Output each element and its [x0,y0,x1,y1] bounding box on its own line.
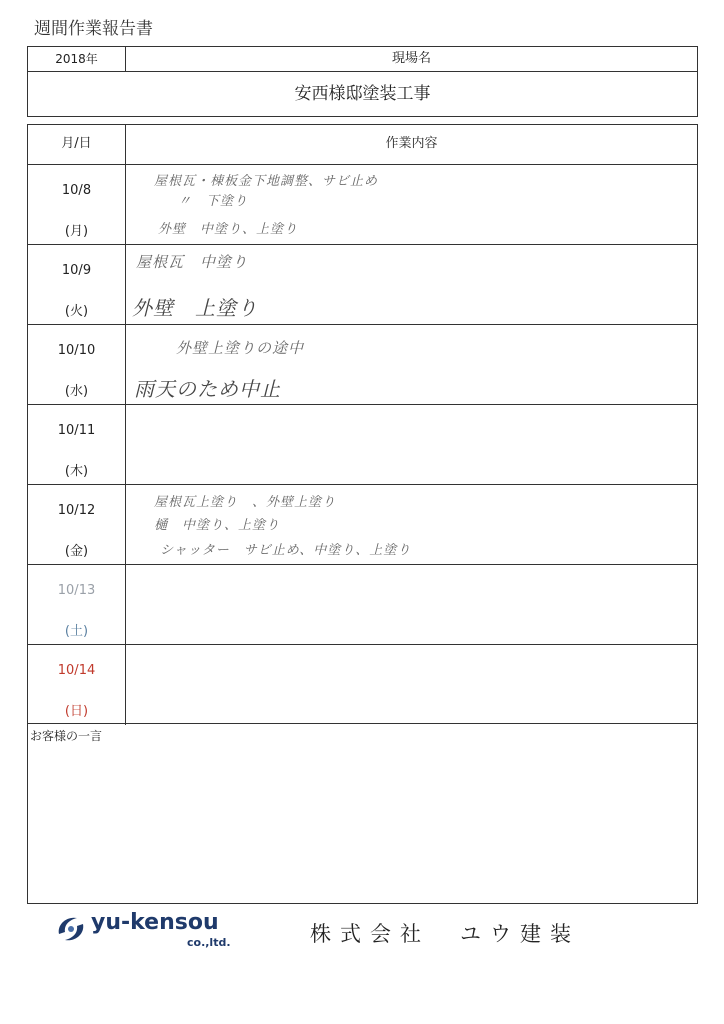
work-column-header: 作業内容 [126,125,697,165]
site-name-value: 安西様邸塗装工事 [294,84,431,104]
handwritten-note: 外壁 中塗り、上塗り [158,222,299,237]
weekday-label: (火) [64,304,89,319]
table-row-day-5 [28,485,697,565]
date-label: 10/11 [57,423,96,438]
date-cell-saturday [28,565,126,644]
company-logo [55,912,255,952]
table-row-day-4 [28,405,697,485]
customer-comment-box [27,724,698,904]
handwritten-note: シャッター サビ止め、中塗り、上塗り [160,543,412,558]
handwritten-note: 雨天のため中止 [134,377,281,401]
work-content-cell [126,245,697,324]
document-title: 週間作業報告書 [34,19,153,39]
work-content-cell [126,645,697,725]
date-column-header: 月/日 [28,125,126,165]
handwritten-note: 外壁 上塗り [132,296,258,320]
date-label: 10/10 [57,343,96,358]
table-row-day-6 [28,565,697,645]
weekday-label: (月) [64,224,89,239]
table-row-day-2 [28,245,697,325]
work-content-cell [126,405,697,484]
logo-subtext: co.,ltd. [187,936,231,949]
customer-comment-label: お客様の一言 [30,729,103,743]
date-cell [28,325,126,404]
handwritten-note: 屋根瓦上塗り 、外壁上塗り [154,495,337,510]
weekday-label: (日) [64,704,89,719]
handwritten-note: 屋根瓦 中塗り [136,253,249,271]
swirl-logo-icon [55,914,87,944]
date-cell [28,245,126,324]
weekday-label: (木) [64,464,89,479]
date-cell-sunday [28,645,126,725]
table-row-day-3 [28,325,697,405]
date-label: 10/8 [61,183,92,198]
table-row-day-7 [28,645,697,725]
weekday-label: (土) [64,624,89,639]
work-content-cell [126,485,697,564]
work-content-cell [126,325,697,404]
year-cell: 2018年 [28,47,126,72]
site-header-table [27,46,698,117]
site-name-label: 現場名 [126,47,697,72]
logo-wordmark: yu-kensou [91,910,219,935]
date-label: 10/13 [57,583,96,598]
date-cell [28,485,126,564]
work-content-cell [126,165,697,244]
date-label: 10/14 [57,663,96,678]
handwritten-note: 〃 下塗り [178,194,249,209]
weekday-label: (金) [64,544,89,559]
work-report-table [27,124,698,724]
date-label: 10/12 [57,503,96,518]
weekday-label: (水) [64,384,89,399]
handwritten-note: 屋根瓦・棟板金下地調整、サビ止め [154,174,379,189]
table-row-day-1 [28,165,697,245]
work-content-cell [126,565,697,644]
date-label: 10/9 [61,263,92,278]
handwritten-note: 外壁上塗りの途中 [176,339,305,357]
company-name: 株式会社 ユウ建装 [310,922,580,946]
date-cell [28,405,126,484]
handwritten-note: 樋 中塗り、上塗り [154,518,281,533]
date-cell [28,165,126,244]
